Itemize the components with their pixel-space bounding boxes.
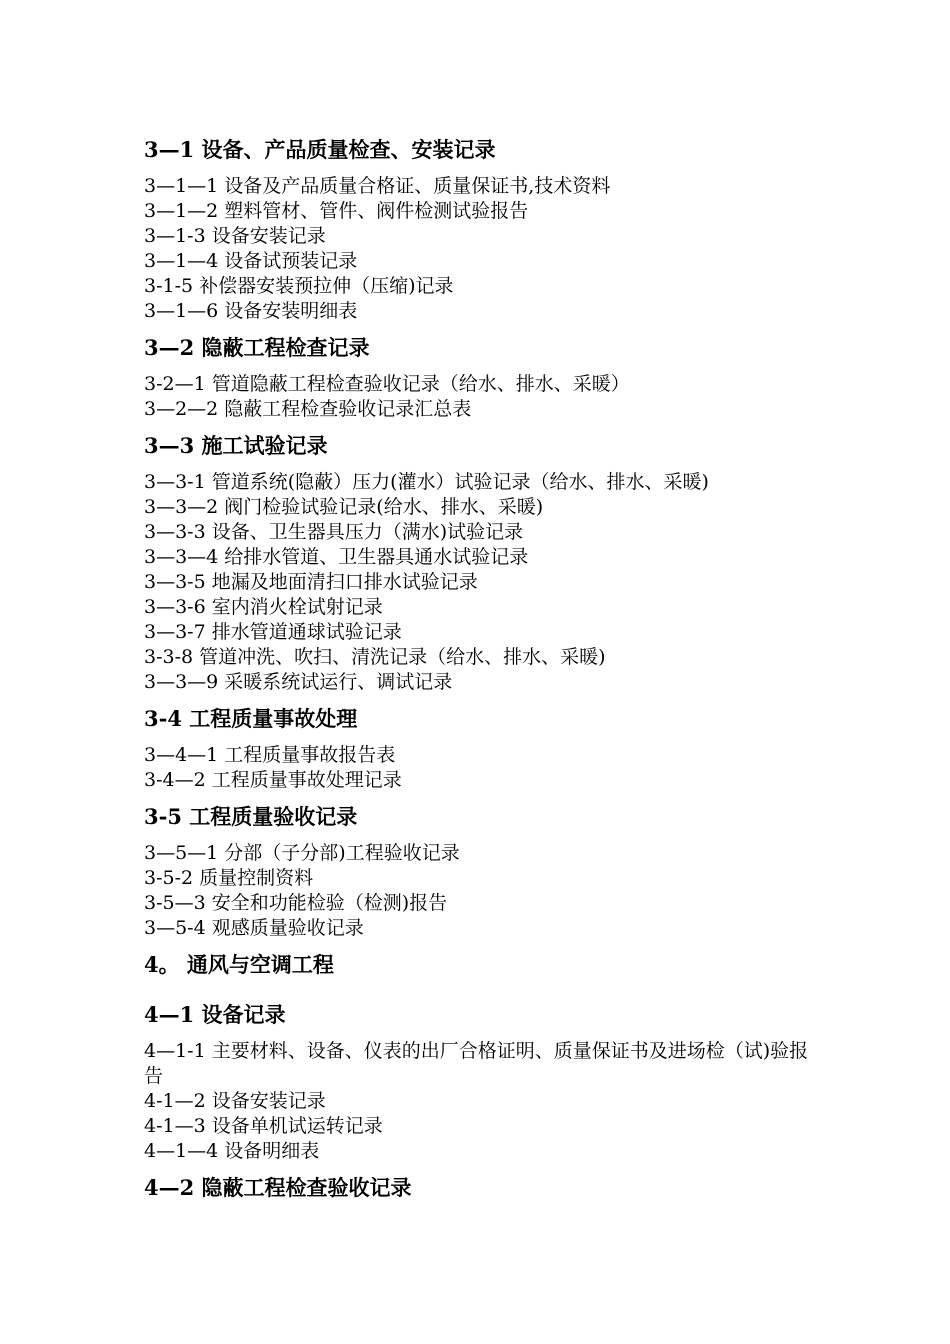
section-heading: 3—3 施工试验记录 — [144, 433, 328, 458]
section-3-2 — [144, 334, 824, 422]
list-item: 3—3-7 排水管道通球试验记录 — [144, 621, 402, 643]
section-heading: 3—2 隐蔽工程检查记录 — [144, 335, 370, 360]
section-heading: 4—1 设备记录 — [144, 1002, 286, 1027]
list-item: 4—1-1 主要材料、设备、仪表的出厂合格证明、质量保证书及进场检（试)验报告 — [144, 1040, 809, 1087]
list-item: 3—1—2 塑料管材、管件、阀件检测试验报告 — [144, 200, 529, 222]
list-item: 4-1—3 设备单机试运转记录 — [144, 1115, 383, 1137]
section-4-2 — [144, 1174, 824, 1202]
section-3-3 — [144, 432, 824, 695]
list-item: 3—1-3 设备安装记录 — [144, 225, 326, 247]
chapter-title: 4。 通风与空调工程 — [144, 952, 334, 977]
list-item: 3-5—3 安全和功能检验（检测)报告 — [144, 892, 448, 914]
list-item: 3—3-1 管道系统(隐蔽）压力(灌水）试验记录（给水、排水、采暖) — [144, 471, 709, 493]
list-item: 3—3—2 阀门检验试验记录(给水、排水、采暖) — [144, 496, 544, 518]
list-item: 3—2—2 隐蔽工程检查验收记录汇总表 — [144, 398, 472, 420]
list-item: 3—1—1 设备及产品质量合格证、质量保证书,技术资料 — [144, 175, 611, 197]
list-item: 3-1-5 补偿器安装预拉伸（压缩)记录 — [144, 275, 454, 297]
list-item: 4—1—4 设备明细表 — [144, 1140, 320, 1162]
list-item: 3—5—1 分部（子分部)工程验收记录 — [144, 842, 460, 864]
list-item: 3—1—4 设备试预装记录 — [144, 250, 358, 272]
list-item: 3—3—4 给排水管道、卫生器具通水试验记录 — [144, 546, 529, 568]
list-item: 3—3-6 室内消火栓试射记录 — [144, 596, 383, 618]
list-item: 4-1—2 设备安装记录 — [144, 1090, 326, 1112]
section-3-4 — [144, 705, 824, 793]
list-item: 3—1—6 设备安装明细表 — [144, 300, 358, 322]
list-item: 3—3—9 采暖系统试运行、调试记录 — [144, 671, 453, 693]
section-heading: 3-5 工程质量验收记录 — [144, 804, 358, 829]
section-3-5 — [144, 803, 824, 941]
list-item: 3—5-4 观感质量验收记录 — [144, 917, 364, 939]
list-item: 3-2—1 管道隐蔽工程检查验收记录（给水、排水、采暖） — [144, 373, 630, 395]
section-3-1 — [144, 136, 824, 324]
section-heading: 4—2 隐蔽工程检查验收记录 — [144, 1175, 412, 1200]
section-4-1 — [144, 1001, 824, 1164]
section-heading: 3—1 设备、产品质量检查、安装记录 — [144, 137, 496, 162]
list-item: 3-5-2 质量控制资料 — [144, 867, 314, 889]
list-item: 3—4—1 工程质量事故报告表 — [144, 744, 396, 766]
list-item: 3-4—2 工程质量事故处理记录 — [144, 769, 402, 791]
list-item: 3-3-8 管道冲洗、吹扫、清洗记录（给水、排水、采暖) — [144, 646, 606, 668]
list-item: 3—3-5 地漏及地面清扫口排水试验记录 — [144, 571, 478, 593]
list-item: 3—3-3 设备、卫生器具压力（满水)试验记录 — [144, 521, 524, 543]
section-heading: 3-4 工程质量事故处理 — [144, 706, 358, 731]
document-content — [144, 136, 824, 1212]
